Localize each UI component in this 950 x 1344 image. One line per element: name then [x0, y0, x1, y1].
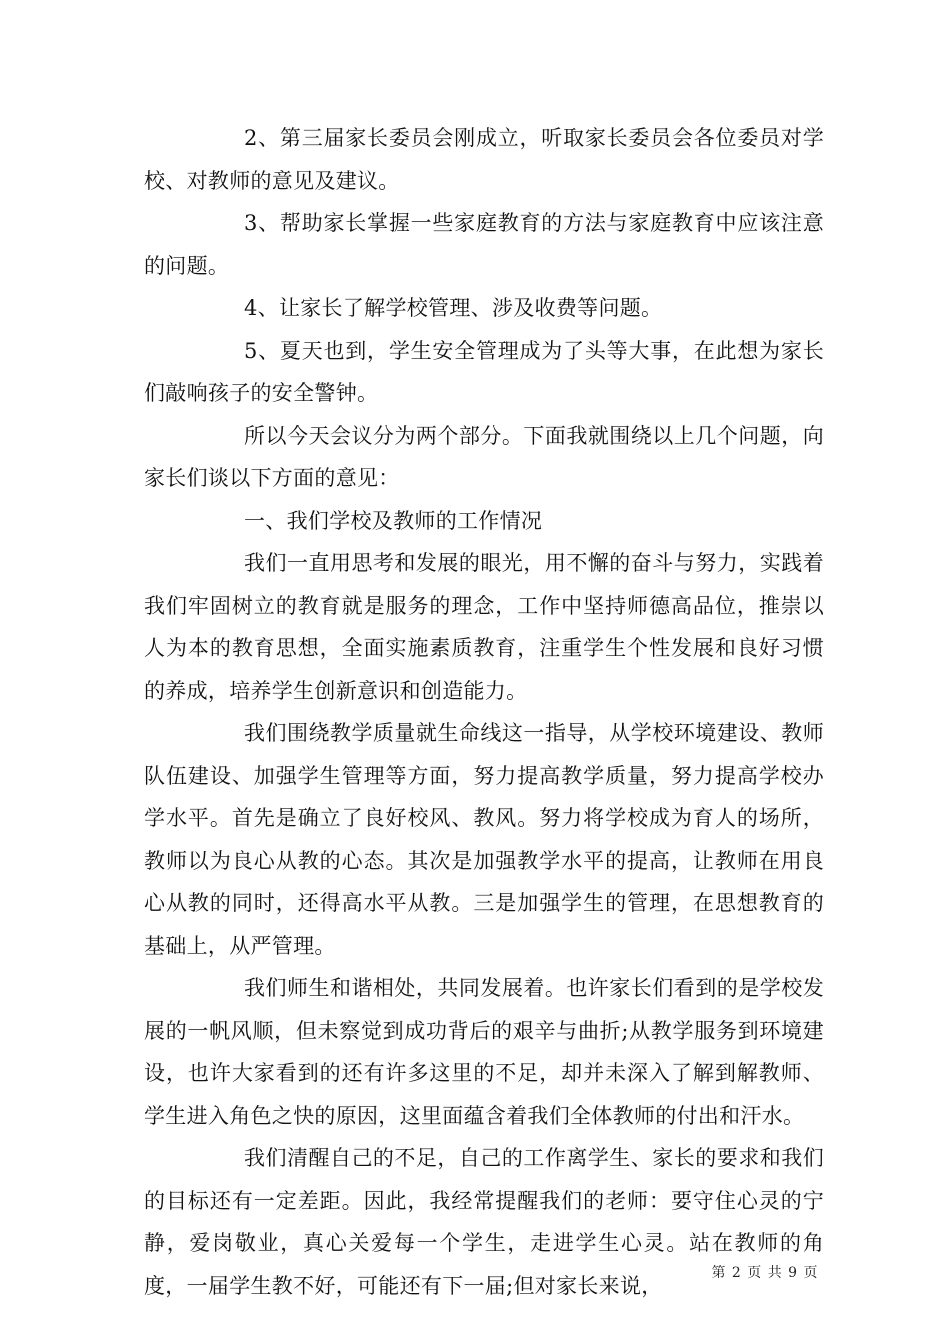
- document-body: [144, 117, 824, 1307]
- section-heading: 一、我们学校及教师的工作情况: [244, 508, 543, 533]
- paragraph: 所以今天会议分为两个部分。下面我就围绕以上几个问题，向家长们谈以下方面的意见：: [144, 423, 824, 490]
- paragraph: 4、让家长了解学校管理、涉及收费等问题。: [244, 296, 663, 320]
- page-number: 第 2 页 共 9 页: [711, 1265, 819, 1281]
- paragraph: 我们围绕教学质量就生命线这一指导，从学校环境建设、教师队伍建设、加强学生管理等方面，努力提高教学质量，努力提高学校办学水平。首先是确立了良好校风、教风。努力将学校成为育人的场所，教师以为良心从教的心态。其次是加强教学水平的提高，让教师在用良心从教的同时，还得高水平从教。三是加强学生的管理，在思想教育的基础上，从严管理。: [144, 721, 824, 958]
- paragraph: 我们师生和谐相处，共同发展着。也许家长们看到的是学校发展的一帆风顺，但未察觉到成功背后的艰辛与曲折;从教学服务到环境建设，也许大家看到的还有许多这里的不足，却并未深入了解到解教师、学生进入角色之快的原因，这里面蕴含着我们全体教师的付出和汗水。: [144, 976, 824, 1128]
- paragraph: 2、第三届家长委员会刚成立，听取家长委员会各位委员对学校、对教师的意见及建议。: [144, 126, 824, 193]
- paragraph: 我们一直用思考和发展的眼光，用不懈的奋斗与努力，实践着我们牢固树立的教育就是服务的理念，工作中坚持师德高品位，推崇以人为本的教育思想，全面实施素质教育，注重学生个性发展和良好习惯的养成，培养学生创新意识和创造能力。: [144, 551, 824, 703]
- paragraph: 3、帮助家长掌握一些家庭教育的方法与家庭教育中应该注意的问题。: [144, 211, 824, 278]
- paragraph: 5、夏天也到，学生安全管理成为了头等大事，在此想为家长们敲响孩子的安全警钟。: [144, 338, 824, 405]
- paragraph: 我们清醒自己的不足，自己的工作离学生、家长的要求和我们的目标还有一定差距。因此，我经常提醒我们的老师：要守住心灵的宁静，爱岗敬业，真心关爱每一个学生，走进学生心灵。站在教师的角度，一届学生教不好，可能还有下一届;但对家长来说，: [144, 1146, 824, 1298]
